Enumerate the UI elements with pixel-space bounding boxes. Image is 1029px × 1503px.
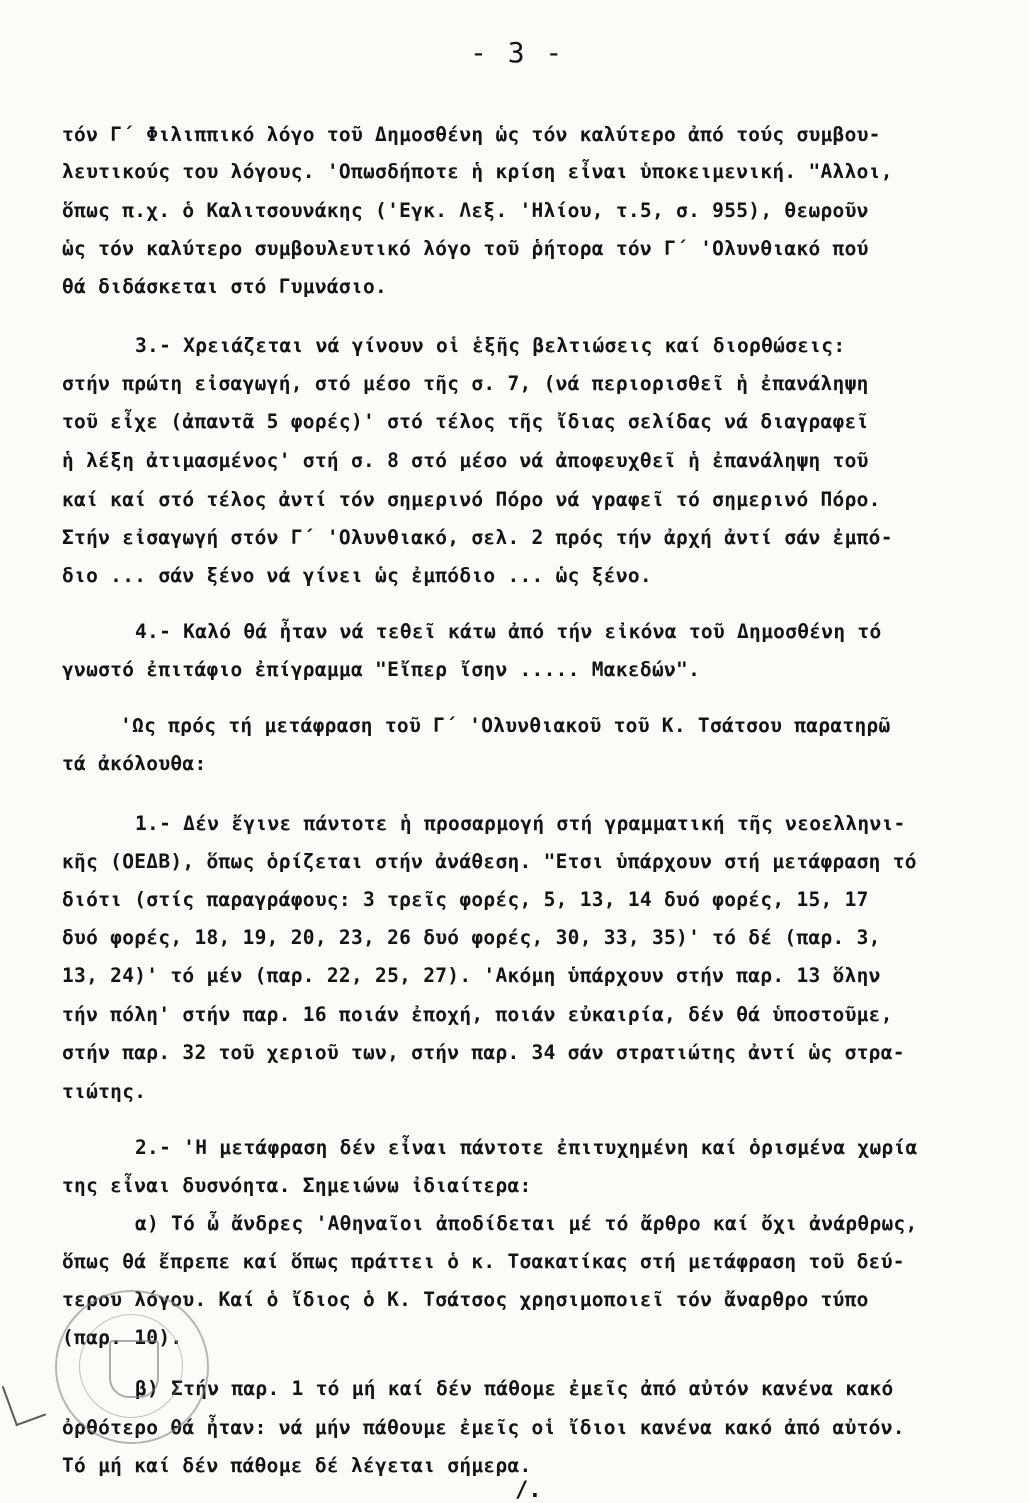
text-line: τιώτης. [62,1080,147,1103]
margin-handwritten-mark [2,1376,46,1426]
text-line: (παρ. 10). [62,1326,183,1349]
text-line: της εἶναι δυσνόητα. Σημειώνω ἰδιαίτερα: [62,1174,532,1197]
text-line: τόν Γ΄ Φιλιππικό λόγο τοῦ Δημοσθένη ὡς τόν καλύτερο ἀπό τούς συμβου- [62,123,881,146]
text-line: Στήν εἰσαγωγή στόν Γ΄ 'Ολυνθιακό, σελ. 2 πρός τήν ἀρχή ἀντί σάν ἐμπό- [62,526,893,549]
text-line: τοῦ εἶχε (ἀπαντᾶ 5 φορές)' στό τέλος τῆς ἴδιας σελίδας νά διαγραφεῖ [62,410,869,433]
text-line: στήν παρ. 32 τοῦ χεριοῦ των, στήν παρ. 34 σάν στρατιώτης ἀντί ὡς στρα- [62,1041,905,1064]
text-line: γνωστό ἐπιτάφιο ἐπίγραμμα "Εἴπερ ἴσην ..... Μακεδών". [62,658,701,681]
archive-seal-stamp [55,1290,209,1444]
text-line: καί καί στό τέλος ἀντί τόν σημερινό Πόρο νά γραφεῖ τό σημερινό Πόρο. [62,488,881,511]
text-line: ὡς τόν καλύτερο συμβουλευτικό λόγο τοῦ ῥήτορα τόν Γ΄ 'Ολυνθιακό πού [62,237,869,260]
text-line: β) Στήν παρ. 1 τό μή καί δέν πάθομε ἐμεῖς ἀπό αὐτόν κανένα κακό [135,1377,894,1400]
text-line: 3.- Χρειάζεται νά γίνουν οἱ ἑξῆς βελτιώσεις καί διορθώσεις: [135,334,846,357]
text-line: 'Ως πρός τή μετάφραση τοῦ Γ΄ 'Ολυνθιακοῦ τοῦ Κ. Τσάτσου παρατηρῶ [120,714,891,737]
text-line: τήν πόλη' στήν παρ. 16 ποιάν ἐποχή, ποιάν εὐκαιρία, δέν θά ὑποστοῦμε, [62,1003,893,1026]
text-line: α) Τό ὦ ἄνδρες 'Αθηναῖοι ἀποδίδεται μέ τό ἄρθρο καί ὄχι ἀνάρθρως, [135,1212,918,1235]
text-line: ὅπως π.χ. ὁ Καλιτσουνάκης ('Εγκ. Λεξ. 'Ηλίου, τ.5, σ. 955), θεωροῦν [62,199,869,222]
text-line: Τό μή καί δέν πάθομε δέ λέγεται σήμερα. [62,1454,532,1477]
text-line: θά διδάσκεται στό Γυμνάσιο. [62,275,388,298]
text-line: διο ... σάν ξένο νά γίνει ὡς ἐμπόδιο ... ὡς ξένο. [62,564,652,587]
page-number: - 3 - [470,36,565,69]
text-line: 2.- 'Η μετάφραση δέν εἶναι πάντοτε ἐπιτυχημένη καί ὁρισμένα χωρία [135,1136,918,1159]
continuation-mark: /. [515,1478,542,1503]
text-line: λευτικούς του λόγους. 'Οπωσδήποτε ἡ κρίση εἶναι ὑποκειμενική. "Αλλοι, [62,160,893,183]
text-line: τά ἀκόλουθα: [62,752,207,775]
text-line: ὀρθότερο θά ἦταν: νά μήν πάθουμε ἐμεῖς οἱ ἴδιοι κανένα κακό ἀπό αὐτόν. [62,1416,905,1439]
seal-shield-icon [109,1340,159,1398]
text-line: ὅπως θά ἔπρεπε καί ὅπως πράττει ὁ κ. Τσακατίκας στή μετάφραση τοῦ δεύ- [62,1250,905,1273]
text-line: στήν πρώτη εἰσαγωγή, στό μέσο τῆς σ. 7, (νά περιορισθεῖ ἡ ἐπανάληψη [62,372,869,395]
text-line: κῆς (ΟΕΔΒ), ὅπως ὁρίζεται στήν ἀνάθεση. "Ετσι ὑπάρχουν στή μετάφραση τό [62,850,917,873]
text-line: τερου λόγου. Καί ὁ ἴδιος ὁ Κ. Τσάτσος χρησιμοποιεῖ τόν ἄναρθρο τύπο [62,1288,869,1311]
text-line: δυό φορές, 18, 19, 20, 23, 26 δυό φορές, 30, 33, 35)' τό δέ (παρ. 3, [62,926,881,949]
text-line: 13, 24)' τό μέν (παρ. 22, 25, 27). 'Ακόμη ὑπάρχουν στήν παρ. 13 ὅλην [62,964,881,987]
text-line: 4.- Καλό θά ἦταν νά τεθεῖ κάτω ἀπό τήν εἰκόνα τοῦ Δημοσθένη τό [135,620,882,643]
text-line: 1.- Δέν ἔγινε πάντοτε ἡ προσαρμογή στή γραμματική τῆς νεοελληνι- [135,812,906,835]
text-line: διότι (στίς παραγράφους: 3 τρεῖς φορές, 5, 13, 14 δυό φορές, 15, 17 [62,888,869,911]
text-line: ἡ λέξη ἀτιμασμένος' στή σ. 8 στό μέσο νά ἀποφευχθεῖ ἡ ἐπανάληψη τοῦ [62,449,869,472]
